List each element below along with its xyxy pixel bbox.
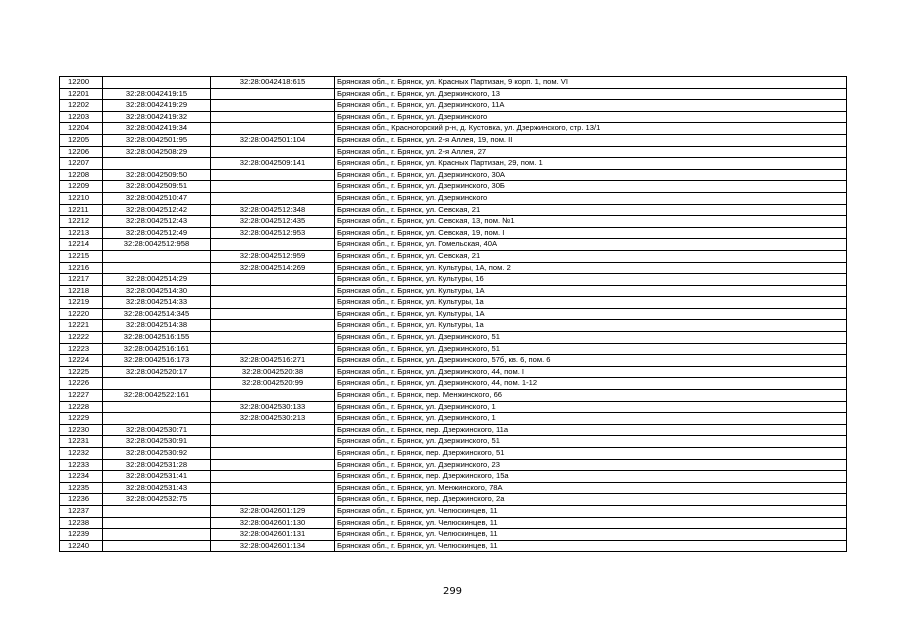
land-cadastral-number-cell: 32:28:0042509:51 bbox=[103, 181, 211, 193]
building-cadastral-number-cell: 32:28:0042512:435 bbox=[211, 216, 335, 228]
building-cadastral-number-cell bbox=[211, 436, 335, 448]
row-number-cell: 12232 bbox=[60, 448, 103, 460]
building-cadastral-number-cell: 32:28:0042516:271 bbox=[211, 355, 335, 367]
land-cadastral-number-cell: 32:28:0042516:173 bbox=[103, 355, 211, 367]
row-number-cell: 12231 bbox=[60, 436, 103, 448]
row-number-cell: 12217 bbox=[60, 274, 103, 286]
address-cell: Брянская обл., г. Брянск, ул. Культуры, 16 bbox=[335, 274, 847, 286]
table-row bbox=[60, 169, 847, 181]
land-cadastral-number-cell: 32:28:0042419:15 bbox=[103, 88, 211, 100]
row-number-cell: 12233 bbox=[60, 459, 103, 471]
address-cell: Брянская обл., г. Брянск, ул. Дзержинского, 13 bbox=[335, 88, 847, 100]
row-number-cell: 12225 bbox=[60, 366, 103, 378]
building-cadastral-number-cell bbox=[211, 320, 335, 332]
building-cadastral-number-cell bbox=[211, 390, 335, 402]
building-cadastral-number-cell bbox=[211, 494, 335, 506]
building-cadastral-number-cell bbox=[211, 169, 335, 181]
address-cell: Брянская обл., г. Брянск, ул. Челюскинцев, 11 bbox=[335, 517, 847, 529]
building-cadastral-number-cell: 32:28:0042530:213 bbox=[211, 413, 335, 425]
table-row bbox=[60, 424, 847, 436]
address-cell: Брянская обл., г. Брянск, ул. Гомельская, 40А bbox=[335, 239, 847, 251]
table-row bbox=[60, 88, 847, 100]
land-cadastral-number-cell: 32:28:0042512:958 bbox=[103, 239, 211, 251]
row-number-cell: 12218 bbox=[60, 285, 103, 297]
land-cadastral-number-cell: 32:28:0042512:42 bbox=[103, 204, 211, 216]
land-cadastral-number-cell bbox=[103, 517, 211, 529]
table-row bbox=[60, 436, 847, 448]
row-number-cell: 12226 bbox=[60, 378, 103, 390]
address-cell: Брянская обл., г. Брянск, ул. 2-я Аллея, 19, пом. II bbox=[335, 134, 847, 146]
land-cadastral-number-cell: 32:28:0042530:91 bbox=[103, 436, 211, 448]
building-cadastral-number-cell bbox=[211, 459, 335, 471]
table-row bbox=[60, 181, 847, 193]
address-cell: Брянская обл., г. Брянск, ул. Севская, 13, пом. №1 bbox=[335, 216, 847, 228]
address-cell: Брянская обл., г. Брянск, ул. Дзержинского, 11А bbox=[335, 100, 847, 112]
building-cadastral-number-cell: 32:28:0042418:615 bbox=[211, 77, 335, 89]
building-cadastral-number-cell bbox=[211, 192, 335, 204]
row-number-cell: 12211 bbox=[60, 204, 103, 216]
land-cadastral-number-cell: 32:28:0042508:29 bbox=[103, 146, 211, 158]
table-row bbox=[60, 239, 847, 251]
land-cadastral-number-cell: 32:28:0042531:28 bbox=[103, 459, 211, 471]
building-cadastral-number-cell bbox=[211, 471, 335, 483]
table-row bbox=[60, 332, 847, 344]
table-row bbox=[60, 366, 847, 378]
land-cadastral-number-cell: 32:28:0042514:345 bbox=[103, 308, 211, 320]
page-number: 299 bbox=[442, 586, 463, 597]
building-cadastral-number-cell bbox=[211, 146, 335, 158]
registry-table bbox=[59, 76, 847, 552]
building-cadastral-number-cell: 32:28:0042512:959 bbox=[211, 250, 335, 262]
table-row bbox=[60, 274, 847, 286]
land-cadastral-number-cell bbox=[103, 378, 211, 390]
address-cell: Брянская обл., г. Брянск, ул. 2-я Аллея, 27 bbox=[335, 146, 847, 158]
row-number-cell: 12227 bbox=[60, 390, 103, 402]
address-cell: Брянская обл., г. Брянск, ул. Дзержинского, 1 bbox=[335, 413, 847, 425]
row-number-cell: 12202 bbox=[60, 100, 103, 112]
address-cell: Брянская обл., г. Брянск, ул. Севская, 19, пом. I bbox=[335, 227, 847, 239]
table-row bbox=[60, 355, 847, 367]
row-number-cell: 12229 bbox=[60, 413, 103, 425]
land-cadastral-number-cell: 32:28:0042510:47 bbox=[103, 192, 211, 204]
table-row bbox=[60, 77, 847, 89]
land-cadastral-number-cell: 32:28:0042522:161 bbox=[103, 390, 211, 402]
table-row bbox=[60, 320, 847, 332]
table-row bbox=[60, 192, 847, 204]
building-cadastral-number-cell: 32:28:0042501:104 bbox=[211, 134, 335, 146]
row-number-cell: 12230 bbox=[60, 424, 103, 436]
table-row bbox=[60, 123, 847, 135]
row-number-cell: 12239 bbox=[60, 529, 103, 541]
address-cell: Брянская обл., г. Брянск, ул. Красных Партизан, 29, пом. 1 bbox=[335, 158, 847, 170]
row-number-cell: 12214 bbox=[60, 239, 103, 251]
row-number-cell: 12234 bbox=[60, 471, 103, 483]
table-row bbox=[60, 216, 847, 228]
land-cadastral-number-cell bbox=[103, 505, 211, 517]
address-cell: Брянская обл., г. Брянск, пер. Дзержинского, 11а bbox=[335, 424, 847, 436]
land-cadastral-number-cell: 32:28:0042530:71 bbox=[103, 424, 211, 436]
table-row bbox=[60, 471, 847, 483]
table-row bbox=[60, 308, 847, 320]
land-cadastral-number-cell: 32:28:0042514:30 bbox=[103, 285, 211, 297]
table-row bbox=[60, 494, 847, 506]
table-row bbox=[60, 285, 847, 297]
building-cadastral-number-cell bbox=[211, 181, 335, 193]
row-number-cell: 12207 bbox=[60, 158, 103, 170]
table-row bbox=[60, 517, 847, 529]
table-row bbox=[60, 111, 847, 123]
row-number-cell: 12208 bbox=[60, 169, 103, 181]
building-cadastral-number-cell: 32:28:0042601:131 bbox=[211, 529, 335, 541]
row-number-cell: 12215 bbox=[60, 250, 103, 262]
building-cadastral-number-cell bbox=[211, 88, 335, 100]
address-cell: Брянская обл., г. Брянск, ул. Дзержинского, 1 bbox=[335, 401, 847, 413]
address-cell: Брянская обл., г. Брянск, ул. Челюскинцев, 11 bbox=[335, 529, 847, 541]
land-cadastral-number-cell: 32:28:0042419:29 bbox=[103, 100, 211, 112]
address-cell: Брянская обл., г. Брянск, ул. Дзержинского, 57б, кв. 6, пом. 6 bbox=[335, 355, 847, 367]
building-cadastral-number-cell: 32:28:0042530:133 bbox=[211, 401, 335, 413]
address-cell: Брянская обл., г. Брянск, ул. Дзержинского, 51 bbox=[335, 332, 847, 344]
row-number-cell: 12224 bbox=[60, 355, 103, 367]
address-cell: Брянская обл., г. Брянск, ул. Дзержинского, 44, пом. 1-12 bbox=[335, 378, 847, 390]
building-cadastral-number-cell: 32:28:0042601:134 bbox=[211, 540, 335, 552]
row-number-cell: 12206 bbox=[60, 146, 103, 158]
land-cadastral-number-cell: 32:28:0042419:32 bbox=[103, 111, 211, 123]
row-number-cell: 12220 bbox=[60, 308, 103, 320]
table-row bbox=[60, 297, 847, 309]
address-cell: Брянская обл., г. Брянск, ул. Менжинского, 78А bbox=[335, 482, 847, 494]
table-row bbox=[60, 204, 847, 216]
row-number-cell: 12235 bbox=[60, 482, 103, 494]
table-row bbox=[60, 100, 847, 112]
address-cell: Брянская обл., г. Брянск, ул. Культуры, 1а bbox=[335, 297, 847, 309]
land-cadastral-number-cell: 32:28:0042501:95 bbox=[103, 134, 211, 146]
row-number-cell: 12212 bbox=[60, 216, 103, 228]
table-row bbox=[60, 378, 847, 390]
building-cadastral-number-cell bbox=[211, 274, 335, 286]
registry-table-body bbox=[60, 77, 847, 552]
building-cadastral-number-cell: 32:28:0042512:348 bbox=[211, 204, 335, 216]
building-cadastral-number-cell bbox=[211, 123, 335, 135]
row-number-cell: 12200 bbox=[60, 77, 103, 89]
address-cell: Брянская обл., г. Брянск, пер. Дзержинского, 2а bbox=[335, 494, 847, 506]
address-cell: Брянская обл., г. Брянск, ул. Культуры, 1А bbox=[335, 285, 847, 297]
building-cadastral-number-cell bbox=[211, 308, 335, 320]
table-row bbox=[60, 146, 847, 158]
building-cadastral-number-cell: 32:28:0042601:130 bbox=[211, 517, 335, 529]
address-cell: Брянская обл., г. Брянск, пер. Менжинского, 66 bbox=[335, 390, 847, 402]
land-cadastral-number-cell: 32:28:0042512:43 bbox=[103, 216, 211, 228]
address-cell: Брянская обл., г. Брянск, ул. Культуры, 1А bbox=[335, 308, 847, 320]
table-row bbox=[60, 262, 847, 274]
address-cell: Брянская обл., г. Брянск, пер. Дзержинского, 51 bbox=[335, 448, 847, 460]
row-number-cell: 12210 bbox=[60, 192, 103, 204]
address-cell: Брянская обл., г. Брянск, ул. Культуры, 1а bbox=[335, 320, 847, 332]
land-cadastral-number-cell: 32:28:0042512:49 bbox=[103, 227, 211, 239]
building-cadastral-number-cell: 32:28:0042520:99 bbox=[211, 378, 335, 390]
address-cell: Брянская обл., г. Брянск, ул. Челюскинцев, 11 bbox=[335, 505, 847, 517]
address-cell: Брянская обл., г. Брянск, ул. Челюскинцев, 11 bbox=[335, 540, 847, 552]
land-cadastral-number-cell bbox=[103, 413, 211, 425]
row-number-cell: 12203 bbox=[60, 111, 103, 123]
land-cadastral-number-cell: 32:28:0042514:29 bbox=[103, 274, 211, 286]
land-cadastral-number-cell: 32:28:0042514:33 bbox=[103, 297, 211, 309]
table-row bbox=[60, 227, 847, 239]
land-cadastral-number-cell bbox=[103, 77, 211, 89]
land-cadastral-number-cell bbox=[103, 250, 211, 262]
building-cadastral-number-cell bbox=[211, 239, 335, 251]
building-cadastral-number-cell bbox=[211, 111, 335, 123]
address-cell: Брянская обл., Красногорский р-н, д. Кустовка, ул. Дзержинского, стр. 13/1 bbox=[335, 123, 847, 135]
building-cadastral-number-cell: 32:28:0042514:269 bbox=[211, 262, 335, 274]
table-row bbox=[60, 540, 847, 552]
address-cell: Брянская обл., г. Брянск, ул. Дзержинского, 51 bbox=[335, 436, 847, 448]
land-cadastral-number-cell bbox=[103, 158, 211, 170]
building-cadastral-number-cell: 32:28:0042509:141 bbox=[211, 158, 335, 170]
address-cell: Брянская обл., г. Брянск, пер. Дзержинского, 15а bbox=[335, 471, 847, 483]
table-row bbox=[60, 413, 847, 425]
table-row bbox=[60, 448, 847, 460]
land-cadastral-number-cell: 32:28:0042514:38 bbox=[103, 320, 211, 332]
address-cell: Брянская обл., г. Брянск, ул. Культуры, 1А, пом. 2 bbox=[335, 262, 847, 274]
land-cadastral-number-cell: 32:28:0042532:75 bbox=[103, 494, 211, 506]
building-cadastral-number-cell bbox=[211, 424, 335, 436]
address-cell: Брянская обл., г. Брянск, ул. Дзержинского, 30Б bbox=[335, 181, 847, 193]
table-row bbox=[60, 529, 847, 541]
building-cadastral-number-cell: 32:28:0042601:129 bbox=[211, 505, 335, 517]
land-cadastral-number-cell: 32:28:0042520:17 bbox=[103, 366, 211, 378]
row-number-cell: 12221 bbox=[60, 320, 103, 332]
address-cell: Брянская обл., г. Брянск, ул. Севская, 21 bbox=[335, 250, 847, 262]
row-number-cell: 12236 bbox=[60, 494, 103, 506]
land-cadastral-number-cell: 32:28:0042531:41 bbox=[103, 471, 211, 483]
building-cadastral-number-cell bbox=[211, 297, 335, 309]
address-cell: Брянская обл., г. Брянск, ул. Красных Партизан, 9 корп. 1, пом. VI bbox=[335, 77, 847, 89]
land-cadastral-number-cell bbox=[103, 529, 211, 541]
address-cell: Брянская обл., г. Брянск, ул. Дзержинского, 44, пом. I bbox=[335, 366, 847, 378]
building-cadastral-number-cell bbox=[211, 332, 335, 344]
land-cadastral-number-cell: 32:28:0042531:43 bbox=[103, 482, 211, 494]
address-cell: Брянская обл., г. Брянск, ул. Севская, 21 bbox=[335, 204, 847, 216]
row-number-cell: 12205 bbox=[60, 134, 103, 146]
building-cadastral-number-cell bbox=[211, 482, 335, 494]
row-number-cell: 12222 bbox=[60, 332, 103, 344]
land-cadastral-number-cell: 32:28:0042419:34 bbox=[103, 123, 211, 135]
address-cell: Брянская обл., г. Брянск, ул. Дзержинского, 51 bbox=[335, 343, 847, 355]
table-row bbox=[60, 158, 847, 170]
building-cadastral-number-cell bbox=[211, 448, 335, 460]
table-row bbox=[60, 134, 847, 146]
table-row bbox=[60, 250, 847, 262]
address-cell: Брянская обл., г. Брянск, ул. Дзержинского bbox=[335, 111, 847, 123]
land-cadastral-number-cell: 32:28:0042509:50 bbox=[103, 169, 211, 181]
table-row bbox=[60, 390, 847, 402]
land-cadastral-number-cell bbox=[103, 540, 211, 552]
row-number-cell: 12209 bbox=[60, 181, 103, 193]
land-cadastral-number-cell: 32:28:0042530:92 bbox=[103, 448, 211, 460]
building-cadastral-number-cell bbox=[211, 343, 335, 355]
building-cadastral-number-cell bbox=[211, 285, 335, 297]
address-cell: Брянская обл., г. Брянск, ул. Дзержинского bbox=[335, 192, 847, 204]
row-number-cell: 12213 bbox=[60, 227, 103, 239]
address-cell: Брянская обл., г. Брянск, ул. Дзержинского, 23 bbox=[335, 459, 847, 471]
table-row bbox=[60, 343, 847, 355]
land-cadastral-number-cell bbox=[103, 401, 211, 413]
row-number-cell: 12204 bbox=[60, 123, 103, 135]
building-cadastral-number-cell bbox=[211, 100, 335, 112]
row-number-cell: 12228 bbox=[60, 401, 103, 413]
land-cadastral-number-cell: 32:28:0042516:161 bbox=[103, 343, 211, 355]
land-cadastral-number-cell bbox=[103, 262, 211, 274]
building-cadastral-number-cell: 32:28:0042512:953 bbox=[211, 227, 335, 239]
table-row bbox=[60, 459, 847, 471]
row-number-cell: 12237 bbox=[60, 505, 103, 517]
table-row bbox=[60, 482, 847, 494]
table-row bbox=[60, 505, 847, 517]
table-row bbox=[60, 401, 847, 413]
row-number-cell: 12216 bbox=[60, 262, 103, 274]
land-cadastral-number-cell: 32:28:0042516:155 bbox=[103, 332, 211, 344]
row-number-cell: 12219 bbox=[60, 297, 103, 309]
row-number-cell: 12238 bbox=[60, 517, 103, 529]
address-cell: Брянская обл., г. Брянск, ул. Дзержинского, 30А bbox=[335, 169, 847, 181]
row-number-cell: 12223 bbox=[60, 343, 103, 355]
building-cadastral-number-cell: 32:28:0042520:38 bbox=[211, 366, 335, 378]
row-number-cell: 12240 bbox=[60, 540, 103, 552]
row-number-cell: 12201 bbox=[60, 88, 103, 100]
